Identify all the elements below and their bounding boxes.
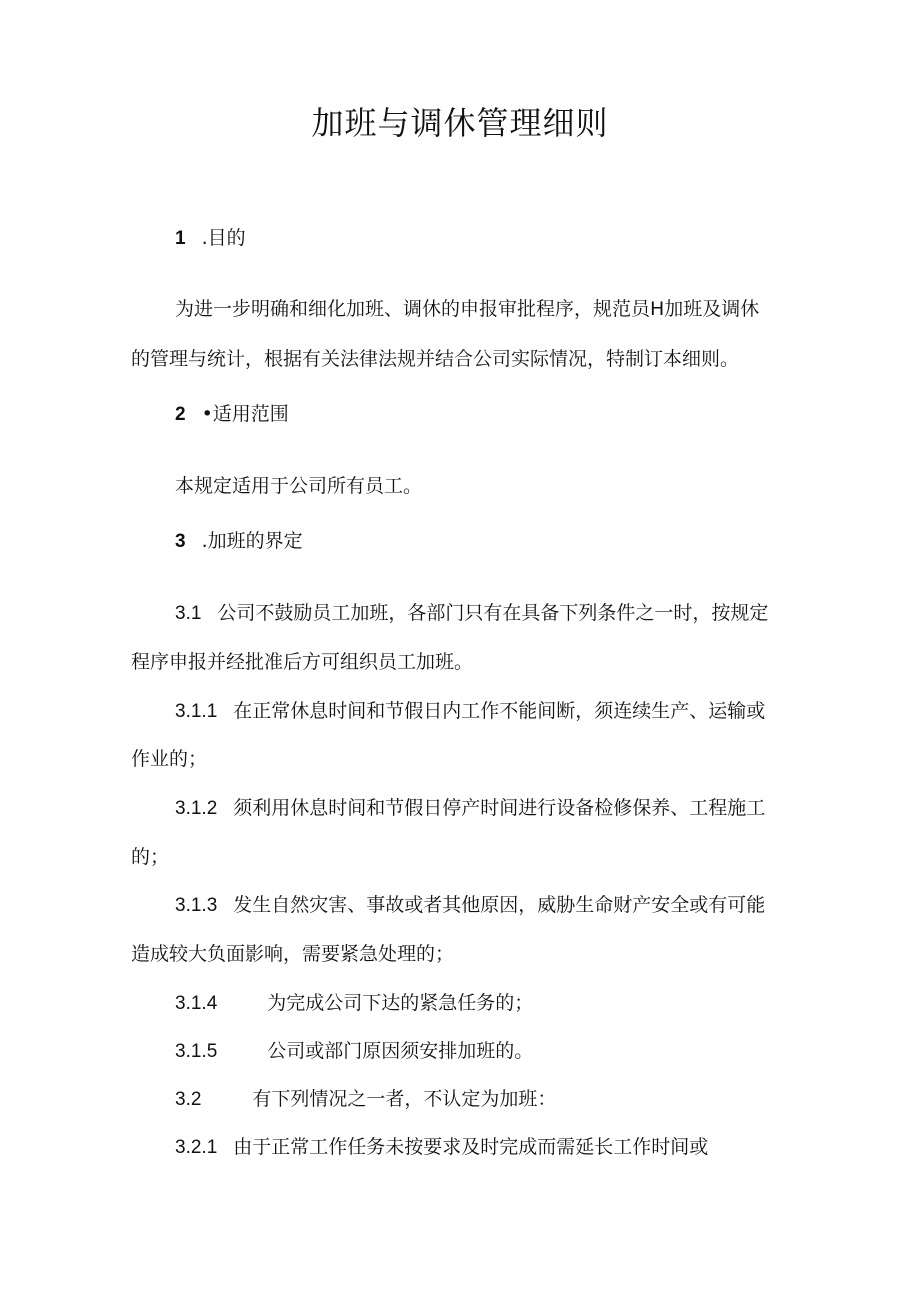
clause-number: 3.2	[175, 1089, 202, 1110]
clause-text: 有下列情况之一者，不认定为加班：	[252, 1088, 557, 1110]
clause-number: 3.1.4	[175, 993, 218, 1014]
clause-3-1-4	[175, 990, 533, 1017]
clause-number: 3.1.2	[175, 798, 218, 819]
purpose-paragraph-line-1: 为进一步明确和细化加班、调休的申报审批程序，规范员H加班及调休	[175, 298, 760, 320]
section-number: 2	[175, 404, 186, 425]
section-number: 1	[175, 228, 186, 249]
clause-text: 为完成公司下达的紧急任务的；	[267, 992, 534, 1014]
clause-number: 3.1.1	[175, 701, 218, 722]
clause-text: 发生自然灾害、事故或者其他原因，威胁生命财产安全或有可能	[233, 894, 766, 916]
clause-3-2-1	[175, 1134, 708, 1161]
clause-3-1-2-line-1	[175, 795, 765, 822]
clause-text: 公司或部门原因须安排加班的。	[267, 1040, 534, 1062]
clause-3-1-1-line-1	[175, 698, 765, 725]
document-title: 加班与调休管理细则	[311, 104, 609, 142]
section-heading-scope	[175, 401, 289, 428]
clause-3-1-line-2: 程序申报并经批准后方可组织员工加班。	[131, 651, 474, 673]
clause-3-1-line-1	[175, 600, 768, 627]
clause-text: 在正常休息时间和节假日内工作不能间断，须连续生产、运输或	[233, 700, 766, 722]
clause-3-1-3-line-2: 造成较大负面影响，需要紧急处理的；	[131, 943, 455, 965]
clause-text: 公司不鼓励员工加班，各部门只有在具备下列条件之一时，按规定	[217, 602, 769, 624]
clause-3-1-2-line-2: 的；	[131, 846, 170, 868]
clause-text: 由于正常工作任务未按要求及时完成而需延长工作时间或	[233, 1136, 709, 1158]
clause-number: 3.1.5	[175, 1041, 218, 1062]
clause-3-1-1-line-2: 作业的；	[131, 748, 208, 770]
clause-3-2	[175, 1086, 556, 1113]
clause-number: 3.1	[175, 603, 202, 624]
scope-paragraph: 本规定适用于公司所有员工。	[175, 475, 423, 497]
section-title: .目的	[201, 227, 246, 249]
section-heading-purpose	[175, 225, 246, 252]
clause-number: 3.2.1	[175, 1137, 218, 1158]
clause-3-1-3-line-1	[175, 892, 765, 919]
section-title: .加班的界定	[201, 530, 303, 552]
section-heading-overtime-definition	[175, 528, 303, 555]
clause-3-1-5	[175, 1038, 533, 1065]
section-title: •适用范围	[201, 403, 289, 425]
section-number: 3	[175, 531, 186, 552]
clause-number: 3.1.3	[175, 895, 218, 916]
purpose-paragraph-line-2: 的管理与统计，根据有关法律法规并结合公司实际情况，特制订本细则。	[131, 348, 740, 370]
clause-text: 须利用休息时间和节假日停产时间进行设备检修保养、工程施工	[233, 797, 766, 819]
